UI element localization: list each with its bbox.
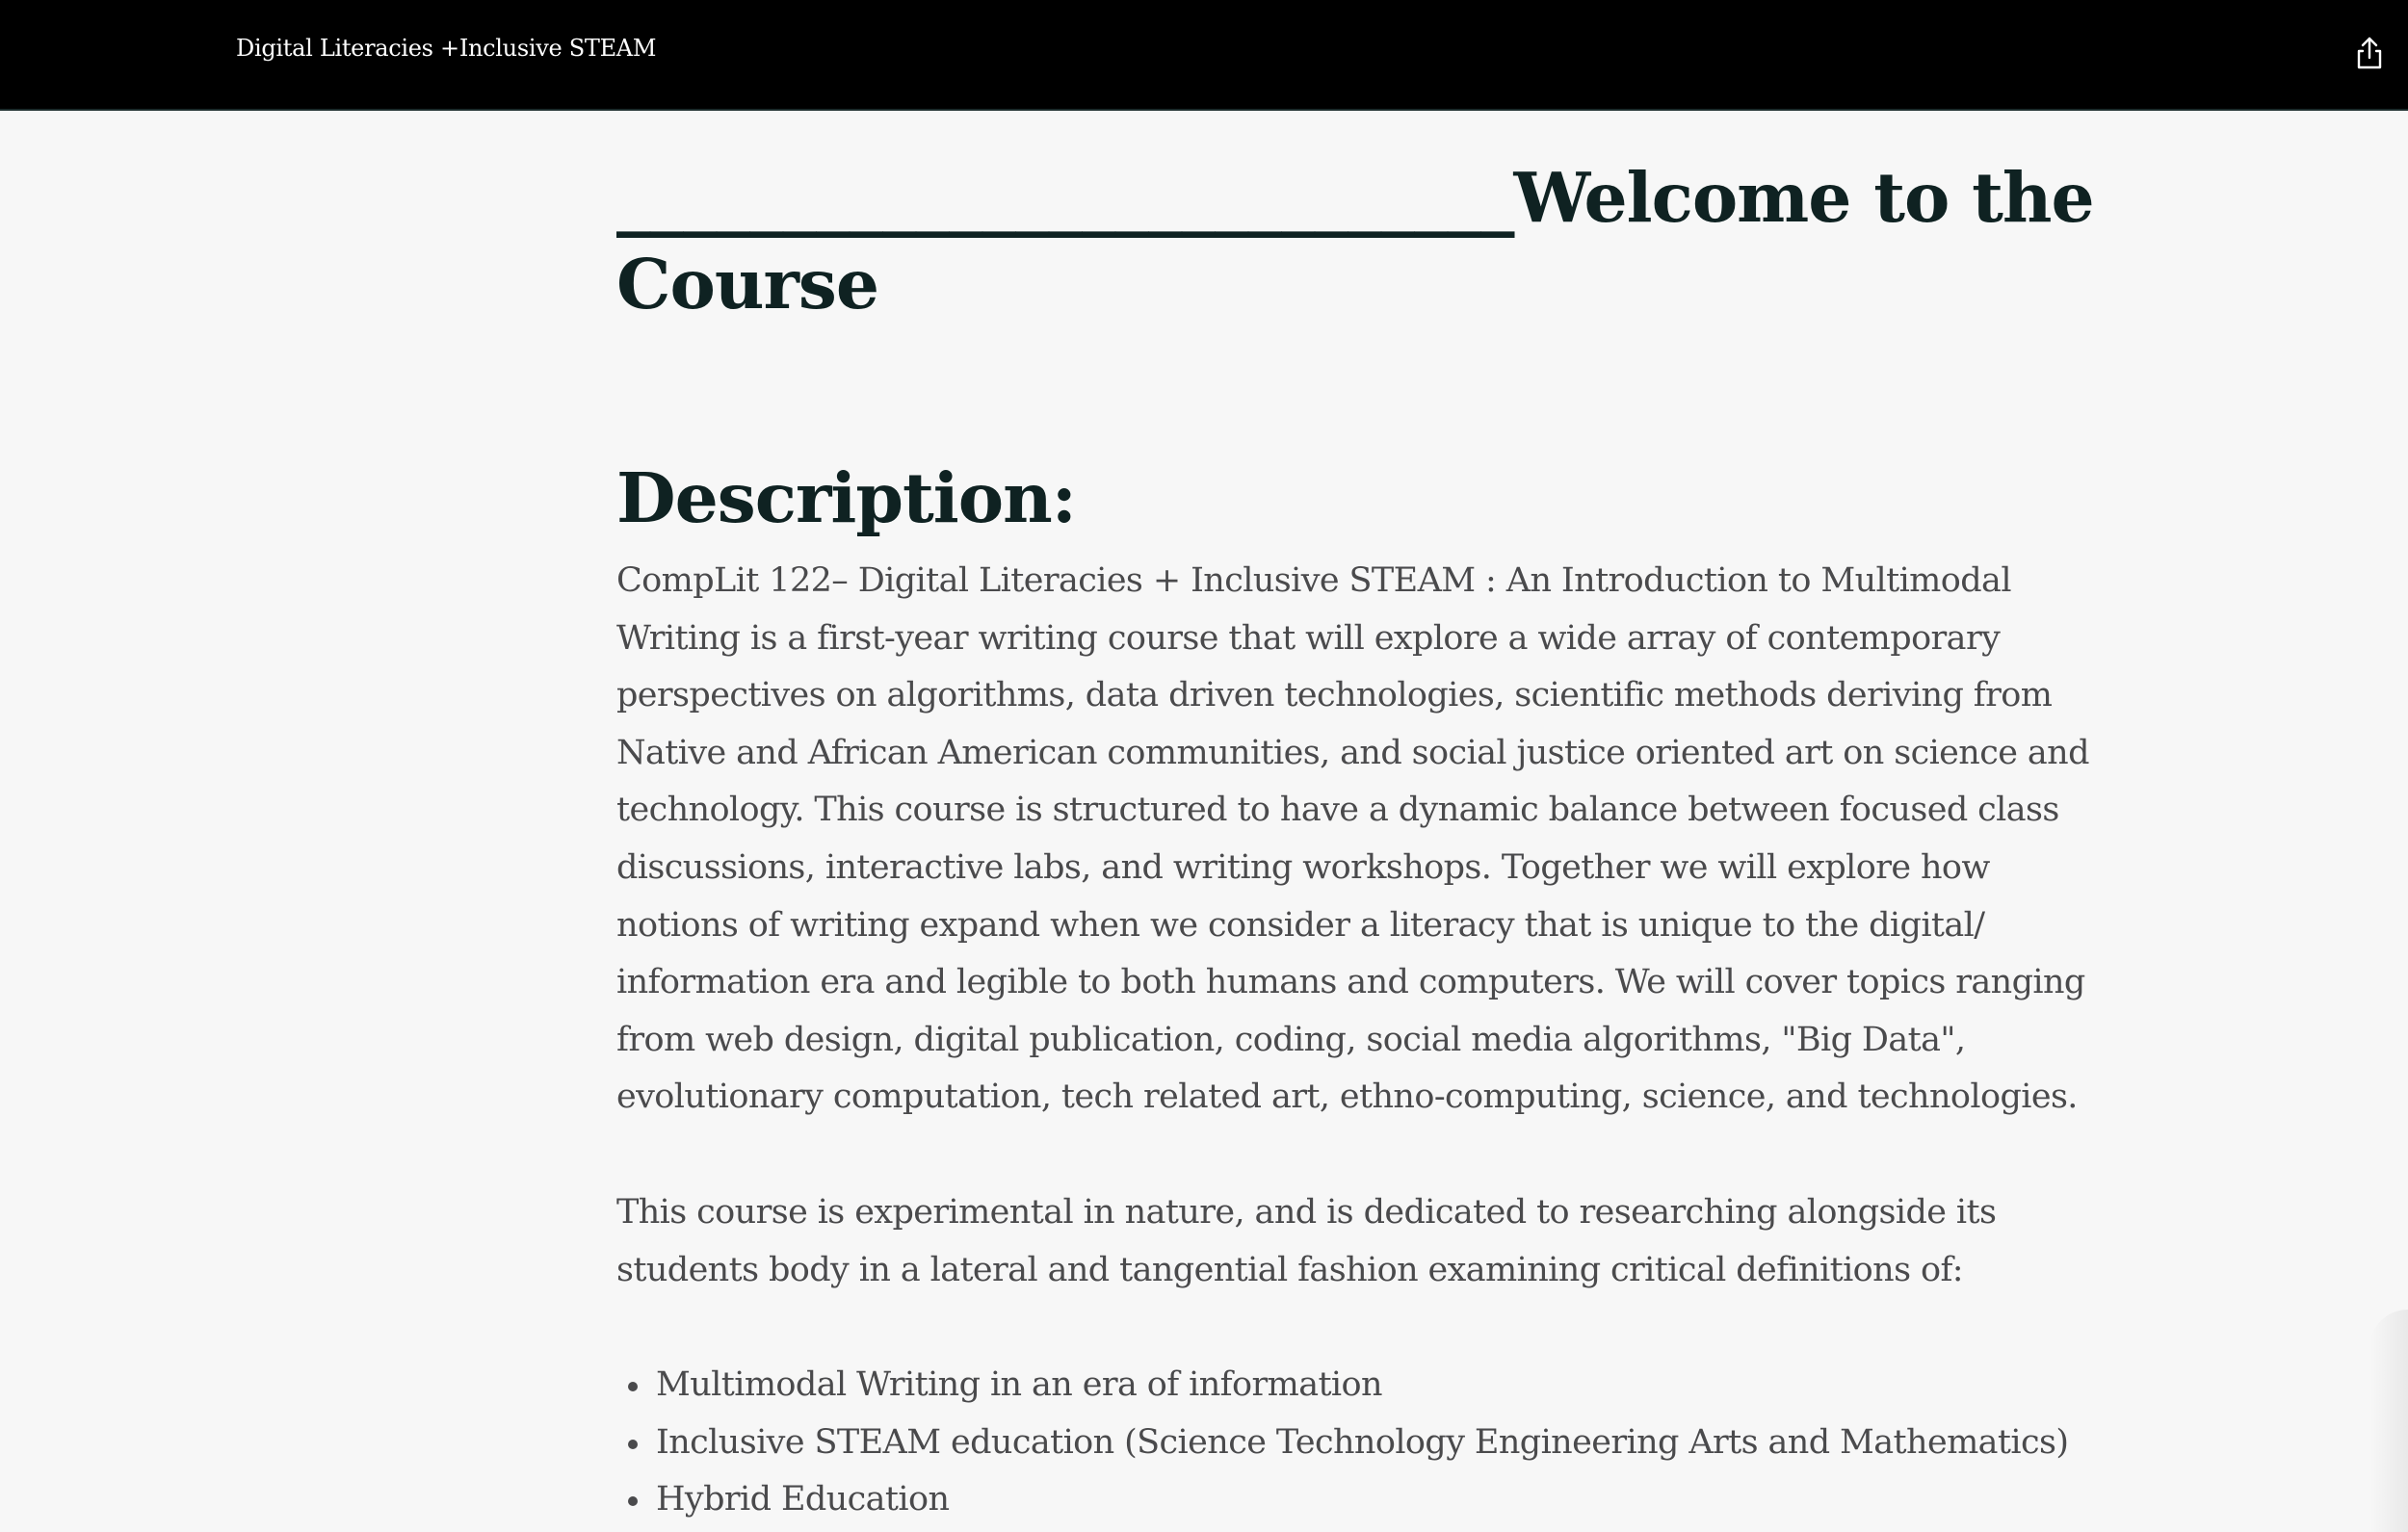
experimental-paragraph: This course is experimental in nature, and is dedicated to researching alongside its students body in a lateral and tangential fashion examining critical definitions of: — [616, 1192, 1997, 1289]
main-content — [616, 154, 2119, 1529]
share-icon — [2352, 35, 2387, 71]
page-title: ___________________________Welcome to the Course — [616, 157, 2094, 325]
site-title-link[interactable]: Digital Literacies +Inclusive STEAM — [236, 35, 657, 62]
topics-list — [616, 1357, 2119, 1529]
list-item-text: Multimodal Writing in an era of information — [656, 1365, 1382, 1405]
top-bar — [0, 0, 2408, 111]
description-paragraph: CompLit 122– Digital Literacies + Inclusive STEAM : An Introduction to Multimodal Writing is a first-year writing course that will explore a wide array of contemporary perspectives on algorithms, data driven technologies, scientific methods deriving from Native and African American communities, and social justice oriented art on science and technology. This course is structured to have a dynamic balance between focused class discussions, interactive labs, and writing workshops. Together we will explore how notions of writing expand when we consider a literacy that is unique to the digital/ information era and legible to both humans and computers. We will cover topics ranging from web design, digital publication, coding, social media algorithms, "Big Data", evolutionary computation, tech related art, ethno-computing, science, and technologies. — [616, 561, 2089, 1117]
description-heading: Description: — [616, 457, 1076, 538]
scroll-edge-shadow — [2369, 1310, 2408, 1532]
bullet-icon — [628, 1496, 638, 1506]
list-item-text: Inclusive STEAM education (Science Technology Engineering Arts and Mathematics) — [656, 1422, 2069, 1462]
bullet-icon — [628, 1382, 638, 1391]
list-item — [616, 1415, 2119, 1472]
list-item — [616, 1471, 2119, 1529]
bullet-icon — [628, 1440, 638, 1449]
list-item — [616, 1357, 2119, 1415]
share-button[interactable] — [2352, 35, 2387, 71]
list-item-text: Hybrid Education — [656, 1480, 950, 1519]
